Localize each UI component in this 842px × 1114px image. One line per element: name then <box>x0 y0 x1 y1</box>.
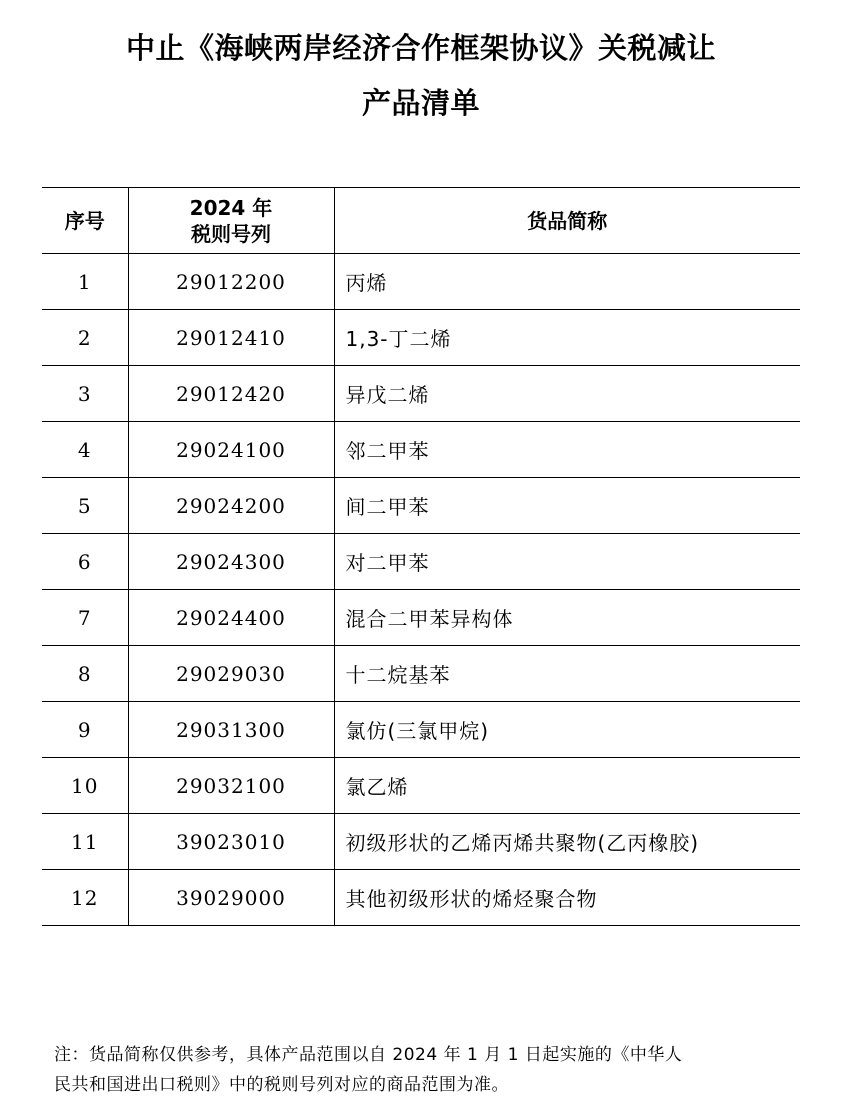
row-product-name: 异戊二烯 <box>334 366 800 422</box>
header-tariff-code <box>128 188 334 254</box>
row-product-name: 氯乙烯 <box>334 758 800 814</box>
row-seq: 2 <box>42 310 128 366</box>
table-header-row <box>42 188 800 254</box>
table-body <box>42 254 800 926</box>
row-tariff-code: 29012420 <box>128 366 334 422</box>
row-product-name: 对二甲苯 <box>334 534 800 590</box>
table-row <box>42 590 800 646</box>
row-product-name: 混合二甲苯异构体 <box>334 590 800 646</box>
row-tariff-code: 29012200 <box>128 254 334 310</box>
row-seq: 4 <box>42 422 128 478</box>
table-row <box>42 422 800 478</box>
table-row <box>42 534 800 590</box>
footnote-line-2: 民共和国进出口税则》中的税则号列对应的商品范围为准。 <box>54 1075 509 1095</box>
row-seq: 10 <box>42 758 128 814</box>
row-seq: 8 <box>42 646 128 702</box>
row-product-name: 间二甲苯 <box>334 478 800 534</box>
row-product-name: 十二烷基苯 <box>334 646 800 702</box>
product-list-table <box>42 187 800 926</box>
row-product-name: 其他初级形状的烯烃聚合物 <box>334 870 800 926</box>
header-tariff-code-label: 税则号列 <box>191 221 271 246</box>
row-seq: 12 <box>42 870 128 926</box>
document-title-line-2: 产品清单 <box>361 86 480 120</box>
table-row <box>42 254 800 310</box>
row-product-name: 丙烯 <box>334 254 800 310</box>
row-seq: 3 <box>42 366 128 422</box>
table-row <box>42 646 800 702</box>
table-row <box>42 870 800 926</box>
footnote <box>54 1040 794 1100</box>
row-product-name: 氯仿(三氯甲烷) <box>334 702 800 758</box>
table-row <box>42 366 800 422</box>
row-tariff-code: 29024200 <box>128 478 334 534</box>
table-row <box>42 310 800 366</box>
footnote-line-1: 注：货品简称仅供参考，具体产品范围以自 2024 年 1 月 1 日起实施的《中华人 <box>54 1045 683 1065</box>
row-product-name: 初级形状的乙烯丙烯共聚物(乙丙橡胶) <box>334 814 800 870</box>
header-product-name: 货品简称 <box>334 188 800 254</box>
row-seq: 6 <box>42 534 128 590</box>
document-title-line-1: 中止《海峡两岸经济合作框架协议》关税减让 <box>125 31 716 65</box>
row-tariff-code: 29012410 <box>128 310 334 366</box>
row-seq: 9 <box>42 702 128 758</box>
row-seq: 1 <box>42 254 128 310</box>
row-tariff-code: 29024300 <box>128 534 334 590</box>
row-tariff-code: 29024100 <box>128 422 334 478</box>
header-tariff-code-year: 2024 年 <box>189 195 273 220</box>
row-tariff-code: 29031300 <box>128 702 334 758</box>
row-tariff-code: 29032100 <box>128 758 334 814</box>
row-seq: 7 <box>42 590 128 646</box>
row-tariff-code: 29029030 <box>128 646 334 702</box>
table-row <box>42 758 800 814</box>
header-seq: 序号 <box>42 188 128 254</box>
row-seq: 11 <box>42 814 128 870</box>
table-row <box>42 814 800 870</box>
row-product-name: 1,3-丁二烯 <box>334 310 800 366</box>
row-seq: 5 <box>42 478 128 534</box>
table-row <box>42 478 800 534</box>
table-row <box>42 702 800 758</box>
row-tariff-code: 39029000 <box>128 870 334 926</box>
row-product-name: 邻二甲苯 <box>334 422 800 478</box>
row-tariff-code: 29024400 <box>128 590 334 646</box>
row-tariff-code: 39023010 <box>128 814 334 870</box>
